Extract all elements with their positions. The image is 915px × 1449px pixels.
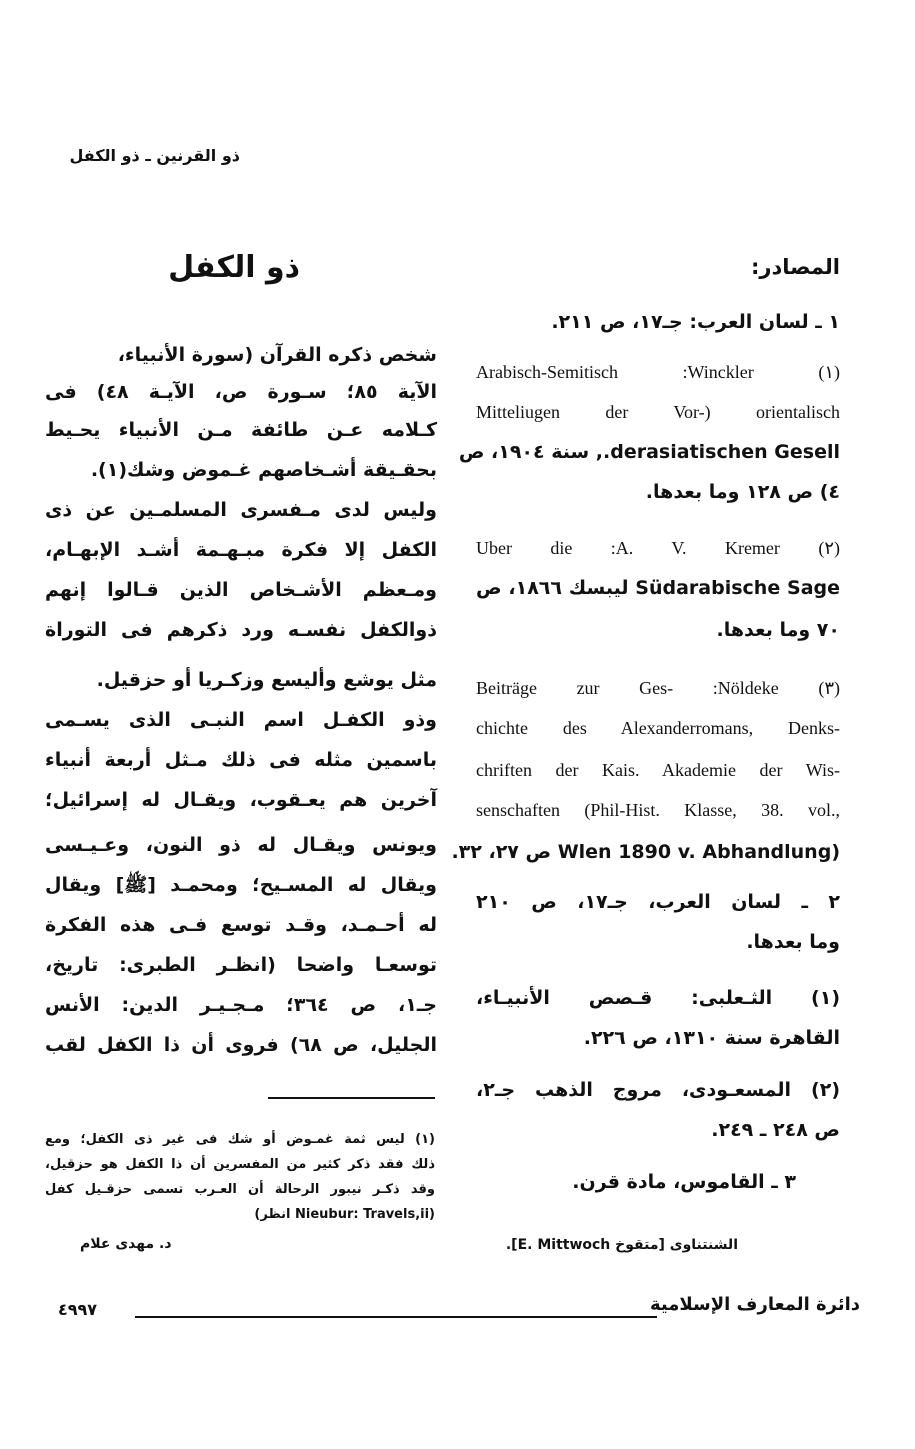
source-line: (Wlen 1890 v. Abhandlung ص ٢٧، ٣٢. xyxy=(451,841,840,863)
sources-title: المصادر: xyxy=(750,255,840,279)
source-line: القاهرة سنة ١٣١٠، ص ٢٢٦. xyxy=(583,1027,840,1049)
source-line: ٧٠ وما بعدها. xyxy=(716,619,840,641)
article-line: آخرين هم يعـقوب، ويقـال له إسرائيل؛ xyxy=(45,789,437,811)
article-line: ويونس ويقـال له ذو النون، وعـيـسى xyxy=(45,834,437,856)
article-line: الكفل إلا فكرة مبـهـمة أشـد الإبهـام، xyxy=(45,539,437,561)
source-line: Arabisch-Semitisch :Winckler (١) xyxy=(476,362,840,382)
running-head: ذو القرنين ـ ذو الكفل xyxy=(69,146,240,165)
footnote-line: ذلك فقد ذكر كثير من المفسرين أن ذا الكفل هو حزقيل، xyxy=(45,1157,435,1172)
sources-author: الشنتناوى [متقوخ E. Mittwoch]. xyxy=(505,1237,738,1253)
source-line: ١ ـ لسان العرب: جـ١٧، ص ٢١١. xyxy=(551,311,840,333)
source-line: (١) الثـعلبى: قـصص الأنبيـاء، xyxy=(476,987,840,1009)
article-line: مثل يوشع وأليسع وزكـريا أو حزقيل. xyxy=(96,669,437,691)
source-line: Uber die :A. V. Kremer (٢) xyxy=(476,538,840,558)
source-line: chichte des Alexanderromans, Denks- xyxy=(476,718,840,738)
article-line: الجليل، ص ٦٨) فروى أن ذا الكفل لقب xyxy=(45,1034,437,1056)
page-number: ٤٩٩٧ xyxy=(58,1300,98,1319)
article-line: باسمين مثله فى ذلك مـثل أربعة أنبياء xyxy=(45,749,437,771)
article-line: ذوالكفل نفسـه ورد ذكرهم فى التوراة xyxy=(45,619,437,641)
article-line: ومـعظم الأشـخاص الذين قـالوا إنهم xyxy=(45,579,437,601)
source-line: وما بعدها. xyxy=(746,931,840,953)
footnote-line: (١) ليس ثمة غمـوض أو شك فى غير ذى الكفل؛ ومع xyxy=(45,1132,435,1147)
source-line: ٤) ص ١٢٨ وما بعدها. xyxy=(645,481,840,503)
footnote-divider xyxy=(268,1097,435,1099)
source-line: chriften der Kais. Akademie der Wis- xyxy=(476,760,840,780)
source-line: Mitteliugen der Vor-) orientalisch xyxy=(476,402,840,422)
article-line: شخص ذكره القرآن (سورة الأنبياء، xyxy=(117,344,437,366)
source-line: ص ٢٤٨ ـ ٢٤٩. xyxy=(711,1119,840,1141)
article-title: ذو الكفل xyxy=(168,250,300,285)
source-line: (٢) المسعـودى، مروج الذهب جـ٢، xyxy=(476,1079,840,1101)
source-line: senschaften (Phil-Hist. Klasse, 38. vol., xyxy=(476,800,840,820)
source-line: Beiträge zur Ges- :Nöldeke (٣) xyxy=(476,678,840,698)
article-line: وليس لدى مـفسرى المسلمـين عن ذى xyxy=(45,499,437,521)
footer-rule xyxy=(135,1316,657,1318)
article-line: توسعـا واضحا (انظـر الطبرى: تاريخ، xyxy=(45,954,437,976)
article-line: بحقـيقة أشـخاصهم غـموض وشك(١). xyxy=(90,459,437,481)
article-line: وذو الكفـل اسم النبـى الذى يسـمى xyxy=(45,709,437,731)
article-line: ويقال له المسـيح؛ ومحمـد [ﷺ] ويقال xyxy=(45,874,437,896)
publication-title: دائرة المعارف الإسلامية xyxy=(649,1294,860,1315)
source-line: ٣ ـ القاموس، مادة قرن. xyxy=(572,1171,796,1193)
article-line: جـ١، ص ٣٦٤؛ مـجـيـر الدين: الأنس xyxy=(45,994,437,1016)
footnote-line: (Nieubur: Travels,ii انظر) xyxy=(254,1207,435,1222)
article-line: كـلامه عـن طائفة مـن الأنبياء يحـيط xyxy=(45,419,437,441)
article-signature: د. مهدى علام xyxy=(80,1236,172,1252)
footnote-line: وقد ذكـر نيبور الرحالة أن العـرب تسمى حزقـيل كفل xyxy=(45,1182,435,1197)
article-line: الآية ٨٥؛ سـورة ص، الآيـة ٤٨) فى xyxy=(45,381,438,403)
source-line: ٢ ـ لسان العرب، جـ١٧، ص ٢١٠ xyxy=(476,891,840,913)
article-line: له أحـمـد، وقـد توسع فـى هذه الفكرة xyxy=(45,914,437,936)
source-line: derasiatischen Gesell., سنة ١٩٠٤، ص xyxy=(458,441,840,463)
source-line: Südarabische Sage ليبسك ١٨٦٦، ص xyxy=(476,577,841,599)
